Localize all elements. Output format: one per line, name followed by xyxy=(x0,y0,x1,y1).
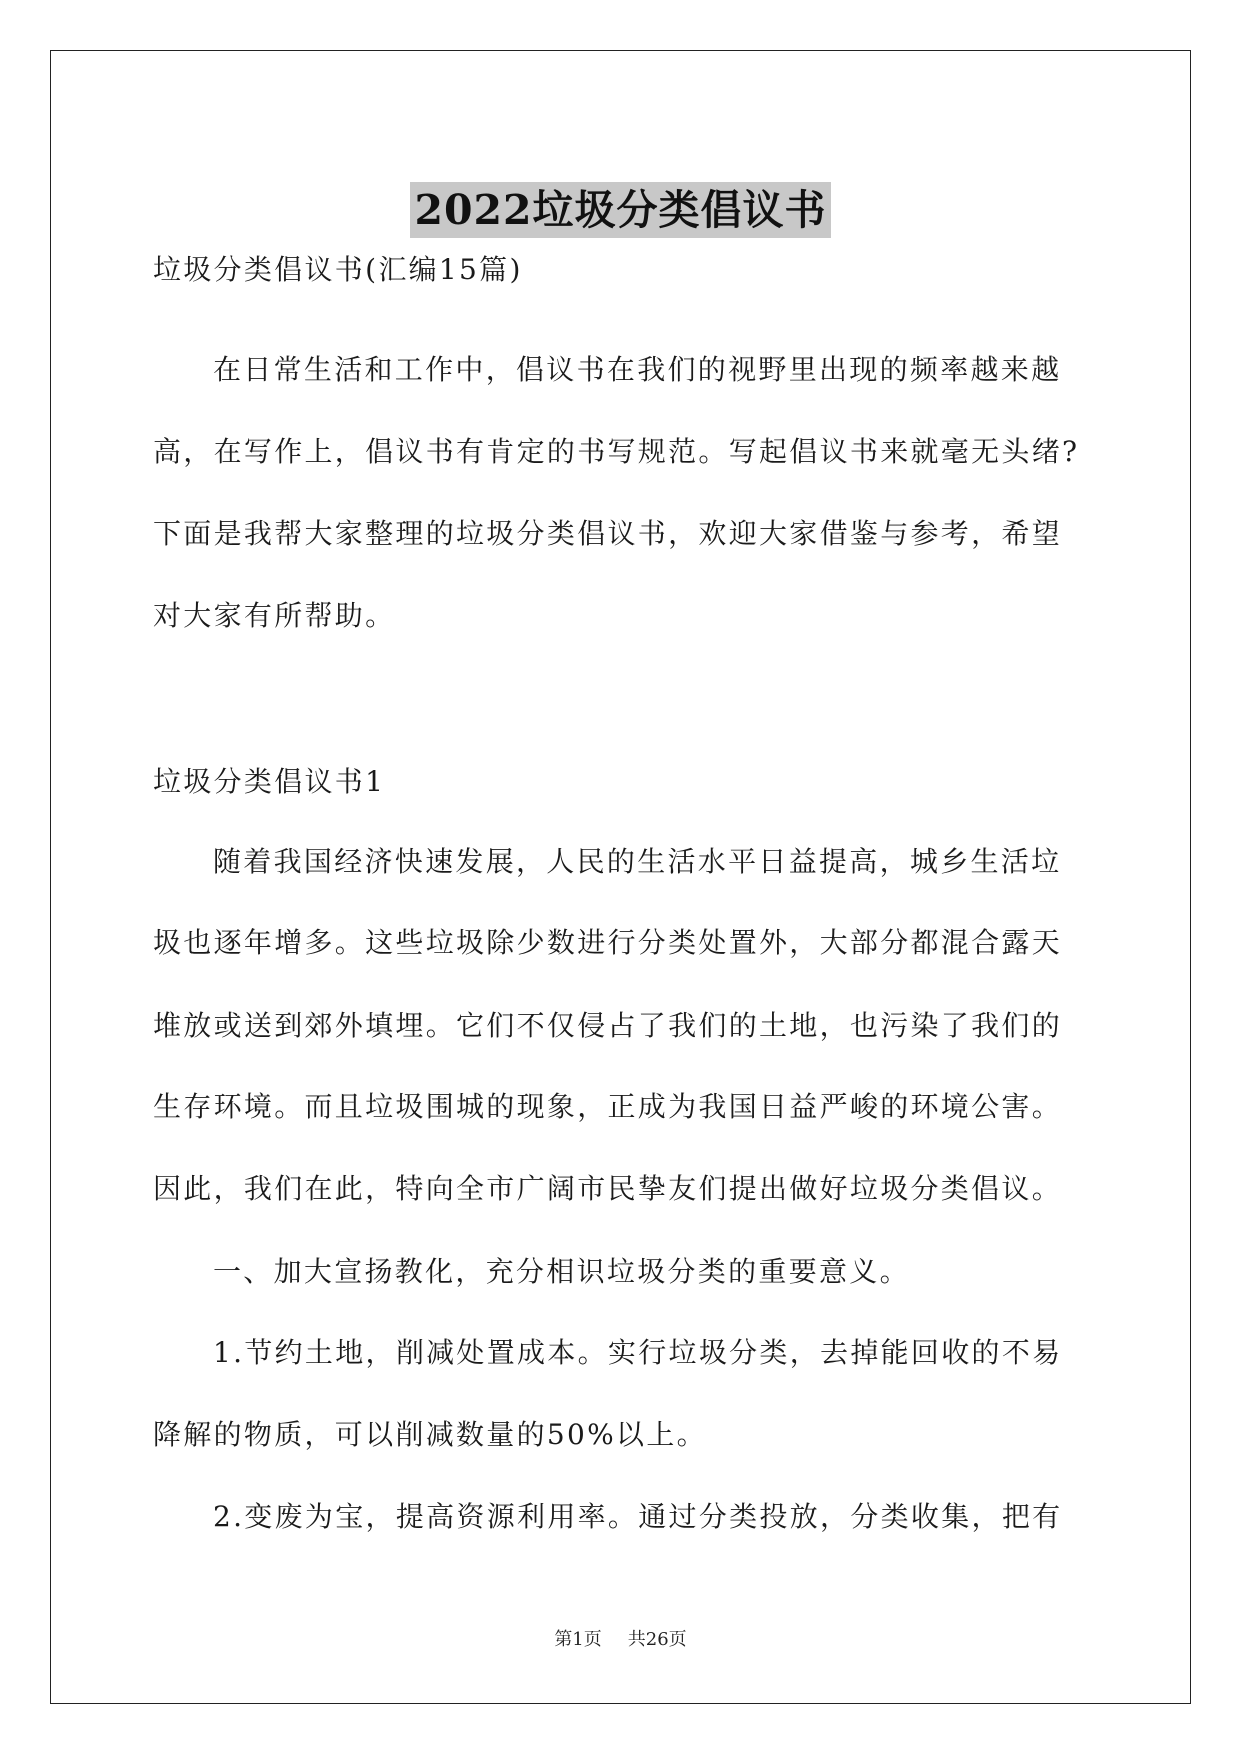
paragraph-line: 一、加大宣扬教化，充分相识垃圾分类的重要意义。 xyxy=(213,1255,910,1288)
paragraph-line: 随着我国经济快速发展，人民的生活水平日益提高，城乡生活垃 xyxy=(213,845,1062,878)
page-number: 第1页 xyxy=(554,1629,602,1650)
section-heading: 垃圾分类倡议书1 xyxy=(153,765,386,798)
paragraph-line: 生存环境。而且垃圾围城的现象，正成为我国日益严峻的环境公害。 xyxy=(153,1090,1063,1123)
paragraph-line: 圾也逐年增多。这些垃圾除少数进行分类处置外，大部分都混合露天 xyxy=(153,926,1063,959)
subtitle-line: 垃圾分类倡议书(汇编15篇) xyxy=(153,253,523,286)
paragraph-line: 1.节约土地，削减处置成本。实行垃圾分类，去掉能回收的不易 xyxy=(213,1336,1063,1369)
paragraph-line: 因此，我们在此，特向全市广阔市民挚友们提出做好垃圾分类倡议。 xyxy=(153,1172,1063,1205)
paragraph-line: 下面是我帮大家整理的垃圾分类倡议书，欢迎大家借鉴与参考，希望 xyxy=(153,517,1063,550)
page-footer xyxy=(0,1627,1241,1653)
document-title: 2022垃圾分类倡议书 xyxy=(410,182,830,238)
paragraph-line: 对大家有所帮助。 xyxy=(153,599,396,632)
paragraph-line: 堆放或送到郊外填埋。它们不仅侵占了我们的土地，也污染了我们的 xyxy=(153,1009,1063,1042)
paragraph-line: 降解的物质，可以削减数量的50%以上。 xyxy=(153,1418,707,1451)
page-total: 共26页 xyxy=(627,1629,687,1650)
paragraph-line: 在日常生活和工作中，倡议书在我们的视野里出现的频率越来越 xyxy=(213,353,1062,386)
paragraph-line: 高，在写作上，倡议书有肯定的书写规范。写起倡议书来就毫无头绪? xyxy=(153,435,1080,468)
paragraph-line: 2.变废为宝，提高资源利用率。通过分类投放，分类收集，把有 xyxy=(213,1500,1063,1533)
